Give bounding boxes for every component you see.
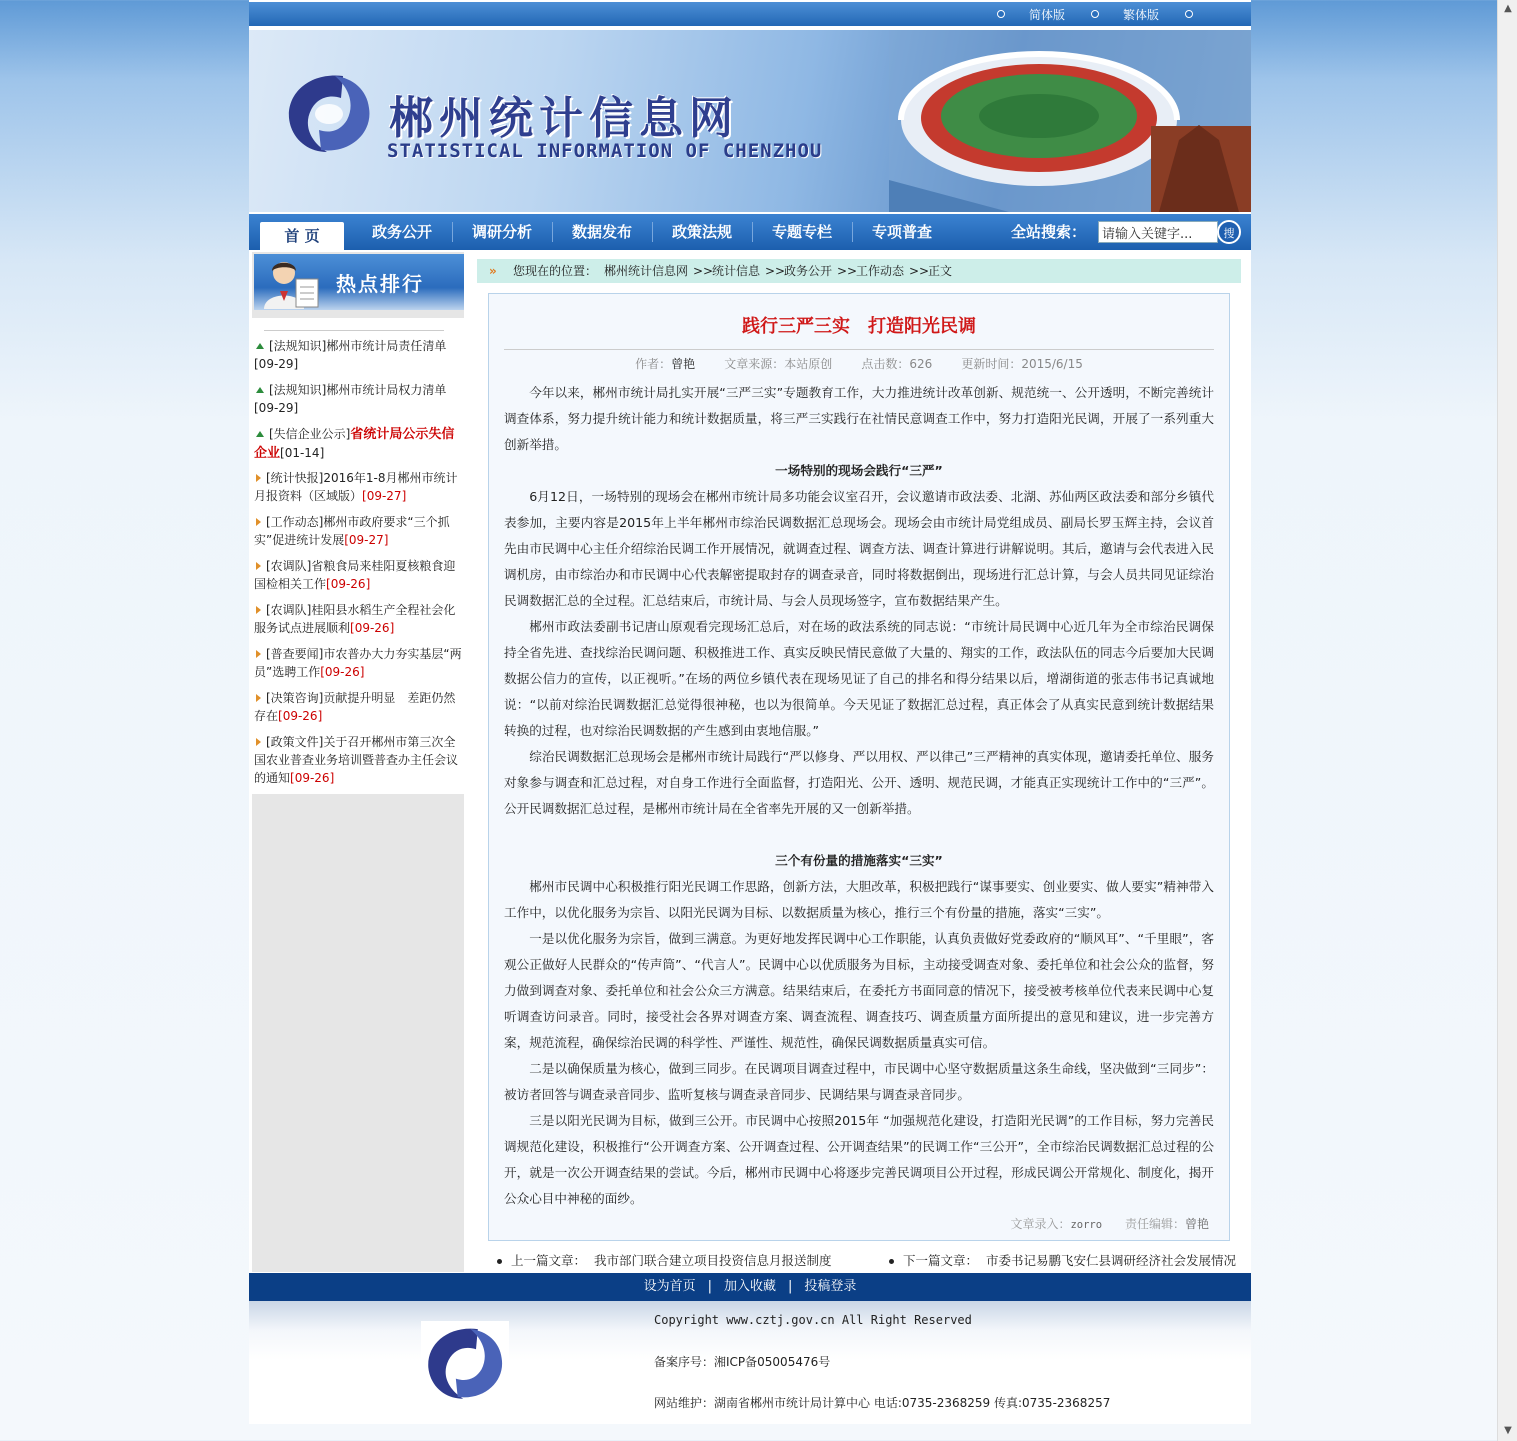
top-strip	[249, 2, 1251, 26]
divider	[264, 330, 444, 331]
breadcrumb-link-stats[interactable]: 统计信息	[712, 264, 761, 278]
search-input[interactable]	[1098, 221, 1218, 243]
site-subtitle: STATISTICAL INFORMATION OF CHENZHOU	[387, 140, 823, 162]
scroll-up-icon[interactable]: ▲	[1504, 3, 1512, 14]
breadcrumb-link-work[interactable]: 工作动态	[856, 264, 905, 278]
list-item[interactable]: [统计快报]2016年1-8月郴州市统计月报资料（区域版）[09-27]	[254, 471, 458, 503]
breadcrumb-current: 正文	[928, 264, 953, 278]
triangle-right-icon	[256, 518, 261, 526]
bullet-icon	[889, 1259, 894, 1264]
scroll-down-icon[interactable]: ▼	[1504, 1425, 1512, 1436]
list-item[interactable]: [政策文件]关于召开郴州市第三次全国农业普查业务培训暨普查办主任会议的通知[09-26]	[254, 735, 459, 785]
page-container	[249, 0, 1251, 1424]
next-article-link[interactable]: 下一篇文章： 市委书记易鹏飞安仁县调研经济社会发展情况	[889, 1251, 1236, 1269]
footer-logo	[421, 1321, 509, 1405]
footer	[249, 1301, 1251, 1424]
article-signoff: 文章录入：zorro 责任编辑：曾艳	[1010, 1217, 1209, 1231]
set-homepage-link[interactable]: 设为首页	[643, 1279, 696, 1294]
list-item[interactable]: [法规知识]郴州市统计局权力清单 [09-29]	[254, 383, 447, 415]
triangle-right-icon	[256, 606, 261, 614]
list-item[interactable]: [决策咨询]贡献提升明显 差距仍然存在[09-26]	[254, 691, 456, 723]
paragraph: 三是以阳光民调为目标，做到三公开。市民调中心按照2015年 “加强规范化建设，打造阳光民调”的工作目标，努力完善民调规范化建设，积极推行“公开调查方案、公开调查过程、公开调查结果”的民调工作“三公开”，全市综治民调数据汇总过程的公开，就是一次公开调查结果的尝试。今后，郴州市民调中心将逐步完善民调项目公开过程，形成民调公开常规化、制度化，揭开公众心目中神秘的面纱。	[504, 1113, 1214, 1206]
nav-item-census[interactable]: 专项普查	[871, 223, 932, 241]
stadium-image	[889, 30, 1251, 212]
maintainer-text: 网站维护：湖南省郴州市统计局计算中心 电话:0735-2368259 传真:0735-2368257	[654, 1396, 1111, 1410]
paragraph: 郴州市民调中心积极推行阳光民调工作思路，创新方法，大胆改革，积极把践行“谋事要实、创业要实、做人要实”精神带入工作中，以优化服务为宗旨、以阳光民调为目标、以数据质量为核心，推行三个有份量的措施，落实“三实”。	[504, 879, 1214, 920]
site-logo-icon	[421, 1321, 509, 1405]
bullet-icon	[997, 10, 1005, 18]
update-time: 2015/6/15	[1021, 357, 1083, 371]
bullet-icon	[1185, 10, 1193, 18]
source: 本站原创	[784, 357, 833, 371]
list-item[interactable]: [农调队]桂阳县水稻生产全程社会化服务试点进展顺利[09-26]	[254, 603, 456, 635]
list-item[interactable]: [普查要闻]市农普办大力夯实基层“两员”选聘工作[09-26]	[254, 647, 462, 679]
nav-item-policy[interactable]: 政策法规	[671, 223, 732, 241]
prev-article-link[interactable]: 上一篇文章： 我市部门联合建立项目投资信息月报送制度	[497, 1251, 831, 1269]
arrow-up-icon	[256, 431, 264, 437]
sidebar-header	[254, 254, 464, 310]
paragraph: 6月12日，一场特别的现场会在郴州市统计局多功能会议室召开，会议邀请市政法委、北湖、苏仙两区政法委和部分乡镇代表参加，主要内容是2015年上半年郴州市综治民调数据汇总现场会。现场会由市统计局党组成员、副局长罗玉辉主持，会议首先由市民调中心主任介绍综治民调工作开展情况，就调查过程、调查方法、调查计算进行讲解说明。其后，邀请与会代表进入民调机房，由市综治办和市民调中心代表解密提取封存的调查录音，同时将数据倒出，现场进行汇总计算，与会人员共同见证综治民调数据汇总的全过程。汇总结束后，市统计局、与会人员现场签字，宣布数据结果产生。	[504, 489, 1214, 608]
paragraph: 郴州市政法委副书记唐山原观看完现场汇总后，对在场的政法系统的同志说：“市统计局民调中心近几年为全市综治民调保持全省先进、查找综治民调问题、积极推进工作、真实反映民情民意做了大量的、翔实的工作，政法队伍的同志今后要加大民调数据公信力的宣传，以正视听。”在场的两位乡镇代表在现场见证了自己的排名和得分结果以后，增湖街道的张志伟书记真诚地说：“以前对综治民调数据汇总觉得很神秘，也以为很简单。今天见证了数据汇总过程，真正体会了从真实民意到统计数据结果转换的过程，也对综治民调数据的产生感到由衷地信服。”	[504, 619, 1214, 738]
divider	[504, 349, 1214, 350]
nav-item-special-topics[interactable]: 专题专栏	[771, 223, 832, 241]
paragraph: 综治民调数据汇总现场会是郴州市统计局践行“严以修身、严以用权、严以律己”三严精神的真实体现，邀请委托单位、服务对象参与调查和汇总过程，对自身工作进行全面监督，打造阳光、公开、透明、规范民调，才能真正实现统计工作中的“三严”。公开民调数据汇总过程，是郴州市统计局在全省率先开展的又一创新举措。	[504, 749, 1214, 816]
triangle-right-icon	[256, 650, 261, 658]
breadcrumb-sep: >>	[837, 264, 858, 278]
triangle-right-icon	[256, 562, 261, 570]
icp-text: 备案序号：湘ICP备05005476号	[654, 1355, 831, 1369]
search-label: 全站搜索：	[1011, 223, 1087, 241]
paragraph: 一是以优化服务为宗旨，做到三满意。为更好地发挥民调中心工作职能，认真负责做好党委政府的“顺风耳”、“千里眼”，客观公正做好人民群众的“传声筒”、“代言人”。民调中心以优质服务为目标，主动接受调查对象、委托单位和社会公众的监督，努力做到调查对象、委托单位和社会公众三方满意。结果结束后，在委托方书面同意的情况下，接受被考核单位代表来民调中心复听调查访问录音。同时，接受社会各界对调查方案、调查流程、调查技巧、调查质量方面所提出的意见和建议，进一步完善方案，规范流程，确保综治民调的科学性、严谨性、规范性，确保民调数据质量真实可信。	[504, 931, 1214, 1050]
breadcrumb-arrow-icon: »	[489, 264, 497, 278]
breadcrumb-link-gov[interactable]: 政务公开	[784, 264, 833, 278]
list-item[interactable]: [工作动态]郴州市政府要求“三个抓实”促进统计发展[09-27]	[254, 515, 450, 547]
triangle-right-icon	[256, 738, 261, 746]
arrow-up-icon	[256, 343, 264, 349]
copyright-text: Copyright www.cztj.gov.cn All Right Reserved	[654, 1313, 972, 1327]
submit-login-link[interactable]: 投稿登录	[804, 1279, 857, 1294]
triangle-right-icon	[256, 474, 261, 482]
arrow-up-icon	[256, 387, 264, 393]
section-heading: 一场特别的现场会践行“三严”	[775, 463, 943, 478]
person-icon	[260, 257, 322, 309]
click-count: 626	[909, 357, 933, 371]
site-logo-icon	[281, 68, 377, 158]
breadcrumb	[477, 259, 1241, 283]
hot-list	[252, 318, 464, 794]
breadcrumb-sep: >>	[693, 264, 714, 278]
main-nav	[249, 214, 1251, 250]
list-item[interactable]: [法规知识]郴州市统计局责任清单 [09-29]	[254, 339, 447, 371]
list-item[interactable]: [失信企业公示]省统计局公示失信企业[01-14]	[254, 427, 455, 461]
sidebar-title: 热点排行	[336, 272, 424, 296]
paragraph: 今年以来，郴州市统计局扎实开展“三严三实”专题教育工作，大力推进统计改革创新、规范统一、公开透明，不断完善统计调查体系，努力提升统计能力和统计数据质量，将三严三实践行在社情民意调查工作中，努力打造阳光民调，开展了一系列重大创新举措。	[504, 385, 1214, 452]
breadcrumb-link-home[interactable]: 郴州统计信息网	[604, 264, 689, 278]
triangle-right-icon	[256, 694, 261, 702]
article-panel	[488, 293, 1230, 1241]
nav-item-data-release[interactable]: 数据发布	[571, 223, 632, 241]
header-banner	[249, 30, 1251, 212]
list-item[interactable]: [农调队]省粮食局来桂阳夏核粮食迎国检相关工作[09-26]	[254, 559, 456, 591]
nav-item-gov-affairs[interactable]: 政务公开	[371, 223, 432, 241]
nav-item-home[interactable]: 首 页	[260, 222, 344, 250]
add-favorite-link[interactable]: 加入收藏	[723, 1279, 776, 1294]
site-title: 郴州统计信息网	[389, 93, 739, 144]
footer-links-bar: 设为首页 | 加入收藏 | 投稿登录	[249, 1273, 1251, 1301]
article-title: 践行三严三实 打造阳光民调	[742, 316, 976, 337]
search-button[interactable]: 搜	[1217, 220, 1241, 244]
scrollbar[interactable]	[1497, 0, 1517, 1441]
sidebar	[252, 252, 464, 1272]
paragraph: 二是以确保质量为核心，做到三同步。在民调项目调查过程中，市民调中心坚守数据质量这条生命线，坚决做到“三同步”：被访者回答与调查录音同步、监听复核与调查录音同步、民调结果与调查录音同步。	[504, 1061, 1214, 1102]
article-body	[504, 380, 1214, 1212]
section-heading: 三个有份量的措施落实“三实”	[775, 853, 943, 868]
lang-traditional-link[interactable]: 繁体版	[1123, 8, 1160, 22]
bullet-icon	[497, 1259, 502, 1264]
entry-user: zorro	[1070, 1219, 1103, 1231]
nav-item-research[interactable]: 调研分析	[471, 223, 532, 241]
author: 曾艳	[671, 357, 696, 371]
breadcrumb-label: 您现在的位置：	[513, 264, 598, 278]
editor: 曾艳	[1184, 1217, 1209, 1231]
bullet-icon	[1091, 10, 1099, 18]
breadcrumb-sep: >>	[765, 264, 786, 278]
lang-simplified-link[interactable]: 简体版	[1029, 8, 1066, 22]
breadcrumb-sep: >>	[909, 264, 930, 278]
article-meta: 作者：曾艳 文章来源：本站原创 点击数：626 更新时间：2015/6/15	[635, 357, 1083, 371]
spacer	[504, 822, 1214, 848]
